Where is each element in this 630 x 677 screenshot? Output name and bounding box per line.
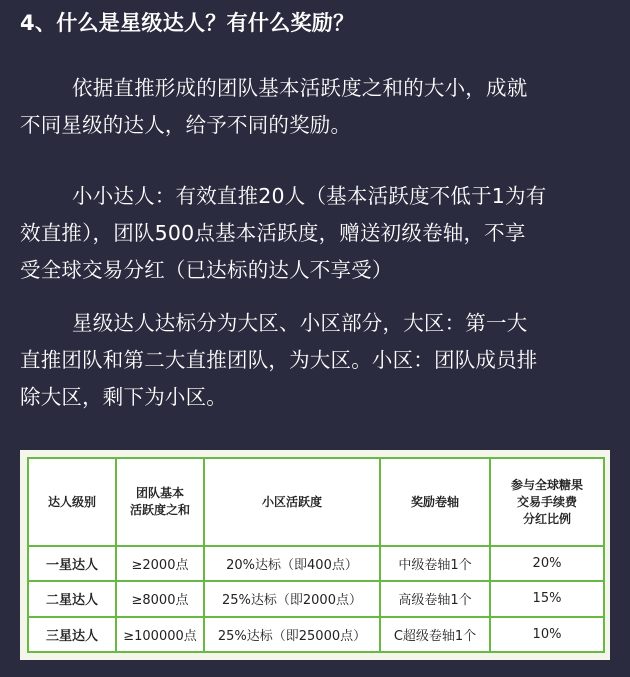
paragraph-line: 受全球交易分红（已达标的达人不享受） <box>20 258 393 282</box>
cell-small-zone: 25%达标（即25000点） <box>204 617 380 652</box>
cell-level: 三星达人 <box>28 617 116 652</box>
table-row <box>28 546 604 581</box>
cell-level: 二星达人 <box>28 581 116 616</box>
rewards-table-image <box>20 450 610 660</box>
paragraph-line: 直推团队和第二大直推团队，为大区。小区：团队成员排 <box>20 348 538 372</box>
cell-reward: 高级卷轴1个 <box>380 581 490 616</box>
cell-team-activity: ≥100000点 <box>116 617 204 652</box>
header-level: 达人级别 <box>28 458 116 546</box>
header-small-zone: 小区活跃度 <box>204 458 380 546</box>
paragraph-line: 效直推），团队500点基本活跃度，赠送初级卷轴，不享 <box>20 221 526 245</box>
cell-reward: C超级卷轴1个 <box>380 617 490 652</box>
header-dividend <box>490 458 604 546</box>
cell-team-activity: ≥2000点 <box>116 546 204 581</box>
header-dividend-line: 交易手续费 <box>516 494 577 509</box>
table-row <box>28 581 604 616</box>
paragraph-line: 除大区，剩下为小区。 <box>20 385 227 409</box>
paragraph-star-intro <box>20 70 614 144</box>
cell-dividend: 10% <box>490 617 604 652</box>
paragraph-line: 星级达人达标分为大区、小区部分，大区：第一大 <box>72 311 528 335</box>
header-team-activity <box>116 458 204 546</box>
cell-small-zone: 20%达标（即400点） <box>204 546 380 581</box>
header-team-activity-line: 团队基本 <box>135 486 184 500</box>
cell-reward: 中级卷轴1个 <box>380 546 490 581</box>
header-dividend-line: 分红比例 <box>522 511 571 526</box>
cell-level: 一星达人 <box>28 546 116 581</box>
paragraph-small-expert <box>20 178 614 289</box>
paragraph-line: 小小达人：有效直推20人（基本活跃度不低于1为有 <box>72 184 547 208</box>
rewards-table <box>27 457 605 653</box>
header-dividend-line: 参与全球糖果 <box>510 477 583 492</box>
table-row <box>28 617 604 652</box>
header-reward: 奖励卷轴 <box>380 458 490 546</box>
cell-dividend: 20% <box>490 546 604 581</box>
paragraph-line: 不同星级的达人，给予不同的奖励。 <box>20 113 352 137</box>
header-team-activity-line: 活跃度之和 <box>129 503 190 517</box>
cell-team-activity: ≥8000点 <box>116 581 204 616</box>
table-header-row <box>28 458 604 546</box>
cell-dividend: 15% <box>490 581 604 616</box>
section-heading: 4、什么是星级达人？有什么奖励？ <box>20 11 355 35</box>
cell-small-zone: 25%达标（即2000点） <box>204 581 380 616</box>
paragraph-zone-rules <box>20 305 614 416</box>
paragraph-line: 依据直推形成的团队基本活跃度之和的大小，成就 <box>72 76 528 100</box>
